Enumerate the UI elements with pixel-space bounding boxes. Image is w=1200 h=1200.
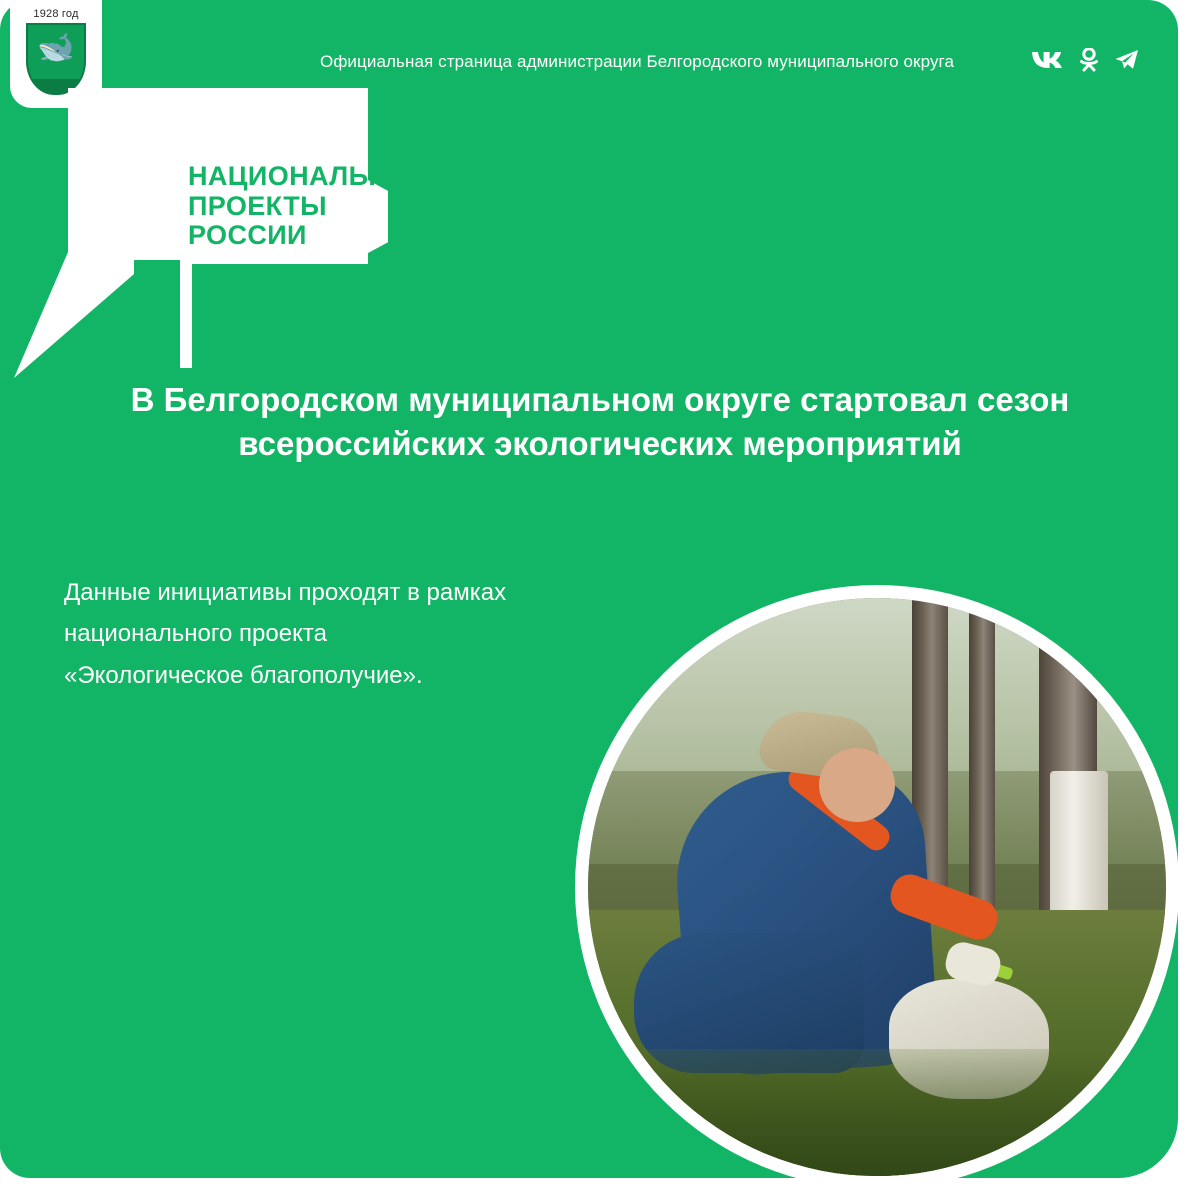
page-title: В Белгородском муниципальном округе стартовал сезон всероссийских экологических мероприятий (130, 381, 1070, 462)
social-icons-group (1030, 48, 1140, 72)
telegram-icon[interactable] (1114, 48, 1140, 72)
header-bar (320, 52, 1140, 72)
photo-foreground-grass (588, 1049, 1166, 1176)
volunteer-cleanup-photo (575, 585, 1179, 1189)
logo-eco-text (188, 112, 388, 150)
photo-circle (588, 598, 1166, 1176)
logo-eco-line2: БЛАГОПОЛУЧИЕ (188, 130, 321, 148)
logo-title-line1: НАЦИОНАЛЬНЫЕ (188, 161, 434, 191)
logo-title-line3: РОССИИ (188, 220, 307, 251)
logo-title-line2: ПРОЕКТЫ (188, 190, 327, 221)
national-projects-logo (68, 88, 434, 368)
odnoklassniki-icon[interactable] (1078, 48, 1100, 72)
body-line-1: Данные инициативы проходят в рамках (64, 579, 507, 606)
logo-eco-line1: ЭКОЛОГИЧЕСКОЕ (188, 112, 331, 129)
body-line-3: «Экологическое благополучие». (64, 661, 423, 689)
emblem-year-label: 1928 год (33, 8, 79, 20)
vk-icon[interactable] (1030, 49, 1064, 71)
lion-glyph: 🐋 (37, 31, 75, 64)
frame-right-white (1178, 0, 1200, 1200)
body-text (64, 572, 624, 696)
frame-bottom-white (0, 1178, 1200, 1200)
logo-title-text (188, 161, 434, 251)
coat-of-arms-lion-icon (26, 23, 86, 95)
body-line-2: национального проекта (64, 620, 327, 648)
header-title: Официальная страница администрации Белгородского муниципального округа (320, 52, 955, 71)
